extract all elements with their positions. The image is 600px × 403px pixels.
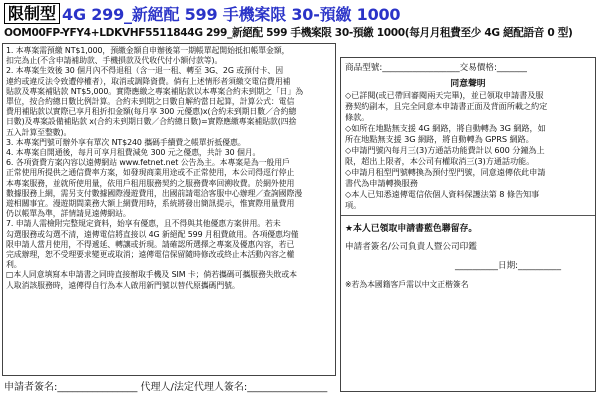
terms-line: 單位，按合約總日數比例計算。合約未到期之日數自解約當日起算，計算公式：電信 (6, 97, 295, 107)
terms-line: 正常使用所提供之通信費率方案，如發現商業用途或不正常使用，本公司得逕行停止 (6, 168, 295, 178)
product-price-line: 商品型號:__________________交易價格:_______ (345, 63, 527, 73)
date-line: __________日期:__________ (455, 261, 562, 271)
terms-line: 扣完為止(不含申請補助款、手機損款及代收代付小額付款等)。 (6, 56, 223, 66)
consent-list (345, 90, 591, 211)
terms-line: 4. 本專案自開通後，每月可享月租費減免 300 元之優惠，共計 30 個月。 (6, 148, 261, 158)
terms-line: 利。 (6, 260, 22, 270)
consent-line: ◇已詳閱(或已帶回審閱兩天完畢)，並已領取申請書及服 (345, 90, 544, 100)
consent-line: ◇申請月租型門號轉換為預付型門號，同意遠傳依此申請 (345, 167, 546, 177)
terms-line: 限申請人當月使用，不得遞延、轉讓或折現。請確認所選擇之專案及優惠內容，若已 (6, 239, 295, 249)
consent-line: 限，超出上限者，本公司有權取消三(3)方通話功能。 (345, 156, 535, 166)
terms-line: 貼款及專案補貼款 NT$5,000。實際應繳之專案補貼款以本專案合約未到期之「日」為 (6, 86, 304, 96)
consent-line: ◇申請門號內每月三(3)方通話功能費計以 600 分鐘為上 (345, 145, 545, 155)
terms-line: 勾選服務或勾選不清，遠傳電信將直接以 4G 新絕配 599 月租費啟用。各項優惠均僅 (6, 229, 299, 239)
company-signature-line: 申請者簽名/公司負責人暨公司印鑑 (345, 242, 477, 252)
terms-line: 人取消該服務時，遠傳得自行為本人啟用新門號以替代原攜碼門號。 (6, 280, 240, 290)
restriction-tag: 限制型 (4, 3, 60, 24)
consent-line: 項。 (345, 200, 362, 210)
consent-title: 同意聲明 (450, 79, 486, 89)
consent-line: 書代為申請轉換服務 (345, 178, 418, 188)
terms-line: 完成辦理，恕不受理要求變更或取消；遠傳電信保留隨時修改或終止本活動內容之權 (6, 250, 295, 260)
terms-line: 日數)及專案設備補貼款 x(合約未到期日數／合約總日數)=實際應繳專案補貼款(四捨 (6, 117, 297, 127)
plan-code-line: OOM00FP-YFY4+LDKVHF5511844G 299_新絕配 599 手機案限 30-預繳 1000(每月月租費至少 4G 絕配語音 0 型) (4, 27, 573, 39)
terms-line: 五入計算至整數)。 (6, 127, 72, 137)
terms-line: 費用補貼款以實際已享月租折扣金額(每月享 300 元優惠)x(合約未到期日數／合約總 (6, 107, 297, 117)
terms-line: 本專案服務，並就所使用量，依用戶租用服務契約之服務費率回溯收費。於網外使用 (6, 178, 295, 188)
consent-panel (340, 57, 596, 392)
consent-line: ◇本人已知悉遠傳電信依個人資料保護法第 8 條告知事 (345, 189, 540, 199)
terms-line: 6. 各項資費方案內容以遠傳網站 www.fetnet.net 公告為主。本專案是為一般用戶 (6, 158, 290, 168)
terms-line: 2. 本專案生效後 30 個月內不得退租（含一退一租、轉至 3G、2G 或預付卡、因 (6, 66, 284, 76)
terms-box (2, 43, 336, 376)
consent-line: 所在地點無支援 3G 網路，將自動轉為 GPRS 網路。 (345, 134, 534, 144)
receipt-notice: ★本人已領取申請書藍色聯留存。 (345, 224, 478, 234)
terms-line: 遊相關事宜。漫遊期間業務大額上網費用時，系統將發出簡訊提示，惟實際用量費用 (6, 199, 295, 209)
consent-line: 務契約副本，且完全同意本申請書正面及背面所載之約定 (345, 101, 548, 111)
signature-note: ※若為本國籍客戶需以中文正楷簽名 (345, 280, 469, 289)
terms-line: 7. 申請人需檢附完整規定資料，始享有優惠，且不得與其他優惠方案併用。若未 (6, 219, 281, 229)
applicant-signature-line: 申請者簽名:________________ 代理人/法定代理人簽名:________________ (4, 382, 328, 393)
consent-line: ◇如所在地點無支援 4G 網路，將自動轉為 3G 網路，如 (345, 123, 546, 133)
terms-line: 違約或違反法令致遭停權者），取消或調降資費。倘有上述情形者須繳交電信費用補 (6, 76, 291, 86)
title-row (4, 2, 400, 24)
consent-line: 條款。 (345, 112, 370, 122)
divider (341, 215, 595, 216)
terms-line: 數據服務上網，需另支付數據國際漫遊費用，出國前請電洽客服中心辦理／查詢國際漫 (6, 188, 303, 198)
terms-line: 仍以帳單為準，詳情請見遠傳網站。 (6, 209, 131, 219)
plan-title: 4G 299_新絕配 599 手機案限 30-預繳 1000 (62, 4, 401, 24)
terms-line: 1. 本專案需預繳 NT$1,000，預繳金額自申辦後第一期帳單起開始抵扣帳單金額， (6, 46, 290, 55)
terms-line: 3. 本專案門號可辦外享有單次 NT$240 攜碼手續費之帳單折抵優惠。 (6, 137, 246, 147)
terms-line: □本人同意填寫本申請書之同時直接辦取手機及 SIM 卡；倘若攜碼可攜服務失敗或本 (6, 270, 297, 280)
